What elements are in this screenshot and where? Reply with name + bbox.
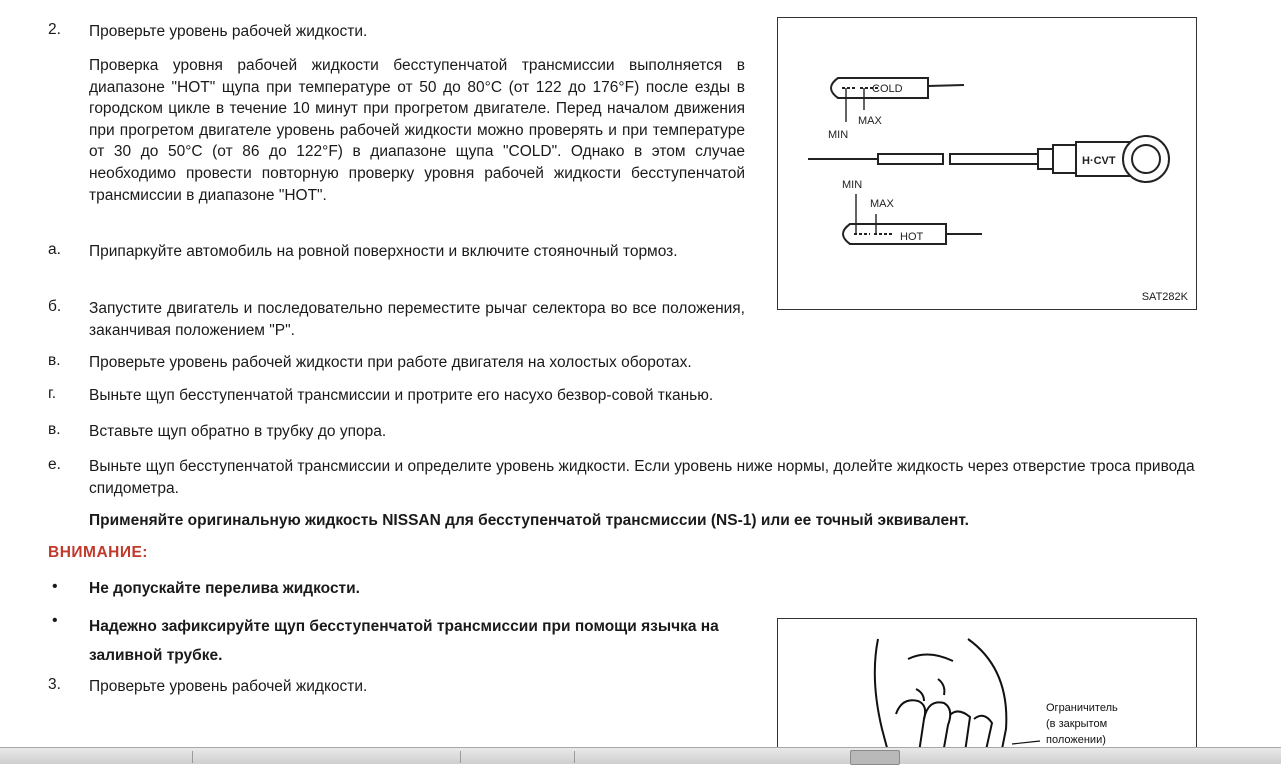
step-letter: в. [48, 421, 61, 438]
warning-bullet: Не допускайте перелива жидкости. [89, 580, 360, 597]
hot-label: HOT [900, 231, 924, 243]
dipstick-diagram [778, 18, 1196, 309]
brand-label: H·CVT [1082, 155, 1116, 167]
step-letter: б. [48, 298, 62, 315]
status-separator [574, 751, 575, 763]
min-label: MIN [828, 129, 849, 141]
fluid-note: Применяйте оригинальную жидкость NISSAN для бесступенчатой трансмиссии (NS-1) или ее точный эквивалент. [89, 512, 969, 529]
limiter-label: Ограничитель [1046, 702, 1118, 714]
bullet-icon: • [52, 612, 58, 629]
step-letter: а. [48, 241, 61, 258]
step-text: Выньте щуп бесступенчатой трансмиссии и определите уровень жидкости. Если уровень ниже нормы, долейте жидкость через отверстие троса привода спидометра. [89, 458, 1195, 497]
hand-figure [777, 618, 1197, 747]
step-text: Вставьте щуп обратно в трубку до упора. [89, 423, 387, 440]
status-separator [460, 751, 461, 763]
step-text: Проверьте уровень рабочей жидкости при работе двигателя на холостых оборотах. [89, 354, 692, 371]
step-letter: е. [48, 456, 61, 473]
limiter-label: (в закрытом [1046, 718, 1108, 730]
dipstick-tab [950, 711, 970, 747]
step-paragraph: Проверка уровня рабочей жидкости бесступенчатой трансмиссии выполняется в диапазоне "HOT" щупа при температуре от 50 до 80°С (от 122 до 176°F) после езды в городском цикле в течение 10 минут при прогретом двигателе. Перед началом движения при прогретом двигателе уровень рабочей жидкости можно проверять и при температуре от 30 до 50°С (от 86 до 122°F) в диапазоне щупа "COLD". Однако в этом случае необходимо провести повторную проверку уровня рабочей жидкости бесступенчатой трансмиссии в диапазоне "HOT". [89, 57, 745, 204]
step-number: 2. [48, 21, 61, 38]
dipstick-figure [777, 17, 1197, 310]
step-letter: в. [48, 352, 61, 369]
step-text: Припаркуйте автомобиль на ровной поверхности и включите стояночный тормоз. [89, 243, 678, 260]
warning-title: ВНИМАНИЕ: [48, 544, 148, 561]
limiter-label: положении) [1046, 734, 1106, 746]
max-label: MAX [870, 198, 894, 210]
step-letter: г. [48, 385, 57, 402]
figure-code: SAT282K [1141, 291, 1188, 303]
min-label: MIN [842, 179, 863, 191]
finger [896, 700, 925, 747]
finger [924, 702, 950, 747]
hot-probe-tip [843, 224, 946, 244]
dipstick-shaft [950, 154, 1038, 164]
cold-probe-wire [928, 85, 964, 86]
step-text: Выньте щуп бесступенчатой трансмиссии и протрите его насухо безвор-совой тканью. [89, 387, 714, 404]
step-heading: Проверьте уровень рабочей жидкости. [89, 678, 368, 695]
status-separator [192, 751, 193, 763]
viewer-status-bar [0, 747, 1281, 764]
dipstick-handle-collar [1053, 145, 1076, 173]
cold-label: COLD [872, 83, 903, 95]
max-label: MAX [858, 115, 882, 127]
step-number: 3. [48, 676, 61, 693]
warning-bullet: Надежно зафиксируйте щуп бесступенчатой трансмиссии при помощи язычка на заливной трубке. [89, 618, 719, 664]
bullet-icon: • [52, 578, 58, 595]
hand-illustration [778, 619, 1196, 747]
hand-outline [875, 639, 890, 747]
dipstick-ring [1123, 136, 1169, 182]
step-heading: Проверьте уровень рабочей жидкости. [89, 23, 368, 40]
step-text: Запустите двигатель и последовательно переместите рычаг селектора во все положения, заканчивая положением "Р". [89, 300, 745, 339]
